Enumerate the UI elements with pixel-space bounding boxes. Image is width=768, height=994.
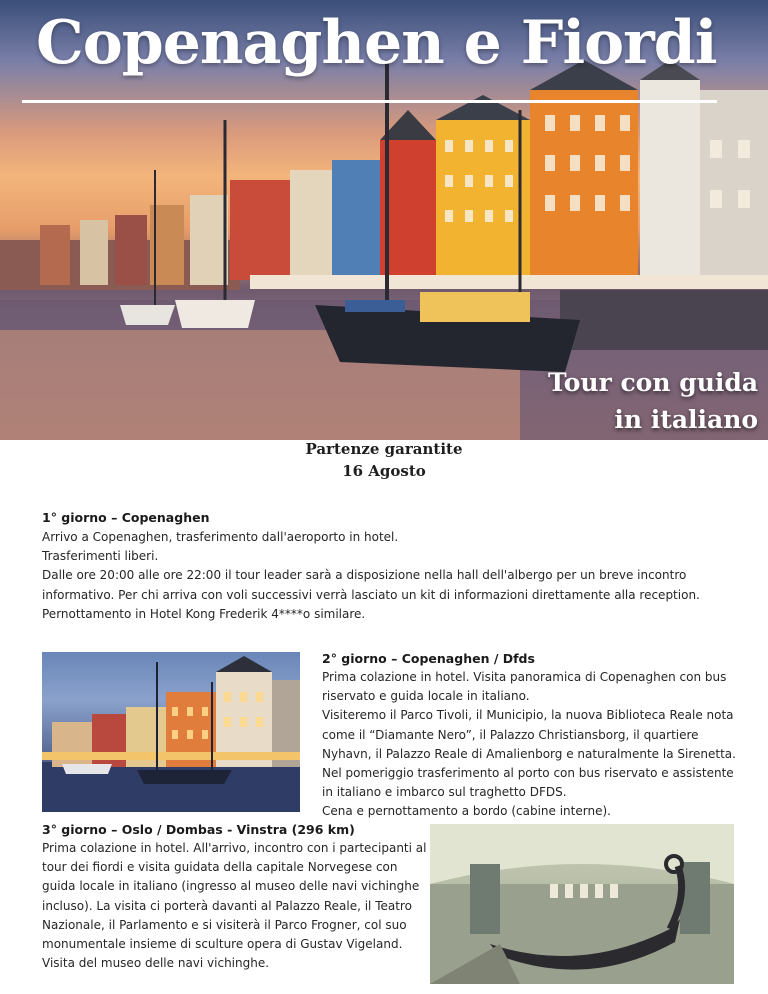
day-2-line: come il “Diamante Nero”, il Palazzo Christiansborg, il quartiere — [322, 727, 699, 742]
tour-line-1: Tour con guida — [548, 368, 759, 397]
day-1-description — [42, 528, 700, 624]
nyhavn-evening-illustration — [42, 652, 300, 812]
tour-line-2: in italiano — [614, 405, 759, 434]
day-1-title: 1° giorno – Copenaghen — [42, 510, 210, 525]
day-2-line: Nyhavn, il Palazzo Reale di Amalienborg e naturalmente la Sirenetta. — [322, 746, 736, 761]
day-2-line: Nel pomeriggio trasferimento al porto con bus riservato e assistente — [322, 766, 734, 781]
day-2-line: in italiano e imbarco sul traghetto DFDS. — [322, 785, 567, 800]
departures-label: Partenze garantite — [305, 440, 463, 458]
viking-ship-illustration — [430, 824, 734, 984]
tour-badge — [548, 364, 758, 438]
day-2-description — [322, 668, 736, 822]
viking-ship-museum-photo — [430, 824, 734, 984]
nyhavn-evening-photo — [42, 652, 300, 812]
day-2-line: riservato e guida locale in italiano. — [322, 689, 530, 704]
day-1-line: Pernottamento in Hotel Kong Frederik 4****o similare. — [42, 606, 366, 621]
day-2-line: Prima colazione in hotel. Visita panoramica di Copenaghen con bus — [322, 670, 727, 684]
page-title: Copenaghen e Fiordi — [36, 8, 717, 78]
day-1-line: Arrivo a Copenaghen, trasferimento dall'aeroporto in hotel. — [42, 530, 399, 544]
day-3-line: Nazionale, il Parlamento e si visiterà il Parco Frogner, col suo — [42, 917, 407, 932]
day-1-line: Trasferimenti liberi. — [42, 549, 159, 564]
day-3-line: Prima colazione in hotel. All'arrivo, incontro con i partecipanti al — [42, 841, 427, 855]
day-3-line: tour dei fiordi e visita guidata della capitale Norvegese con — [42, 860, 398, 875]
day-3-line: incluso). La visita ci porterà davanti al Palazzo Reale, il Teatro — [42, 898, 412, 913]
day-3-line: guida locale in italiano (ingresso al museo delle navi vichinghe — [42, 879, 420, 894]
day-3-line: Visita del museo delle navi vichinghe. — [42, 956, 270, 971]
day-3-description — [42, 839, 426, 973]
day-1-line: Dalle ore 20:00 alle ore 22:00 il tour leader sarà a disposizione nella hall dell'albergo per un breve incontro — [42, 568, 687, 583]
title-underline — [22, 100, 717, 103]
day-3-line: monumentale insieme di sculture opera di Gustav Vigeland. — [42, 937, 403, 952]
day-3-title: 3° giorno – Oslo / Dombas - Vinstra (296 km) — [42, 822, 355, 837]
day-2-line: Cena e pernottamento a bordo (cabine interne). — [322, 804, 611, 819]
day-1-line: informativo. Per chi arriva con voli successivi verrà lasciato un kit di informazioni direttamente alla reception. — [42, 587, 700, 602]
day-2-title: 2° giorno – Copenaghen / Dfds — [322, 651, 535, 666]
day-2-line: Visiteremo il Parco Tivoli, il Municipio, la nuova Biblioteca Reale nota — [322, 708, 734, 723]
departures-date: 16 Agosto — [342, 462, 426, 480]
